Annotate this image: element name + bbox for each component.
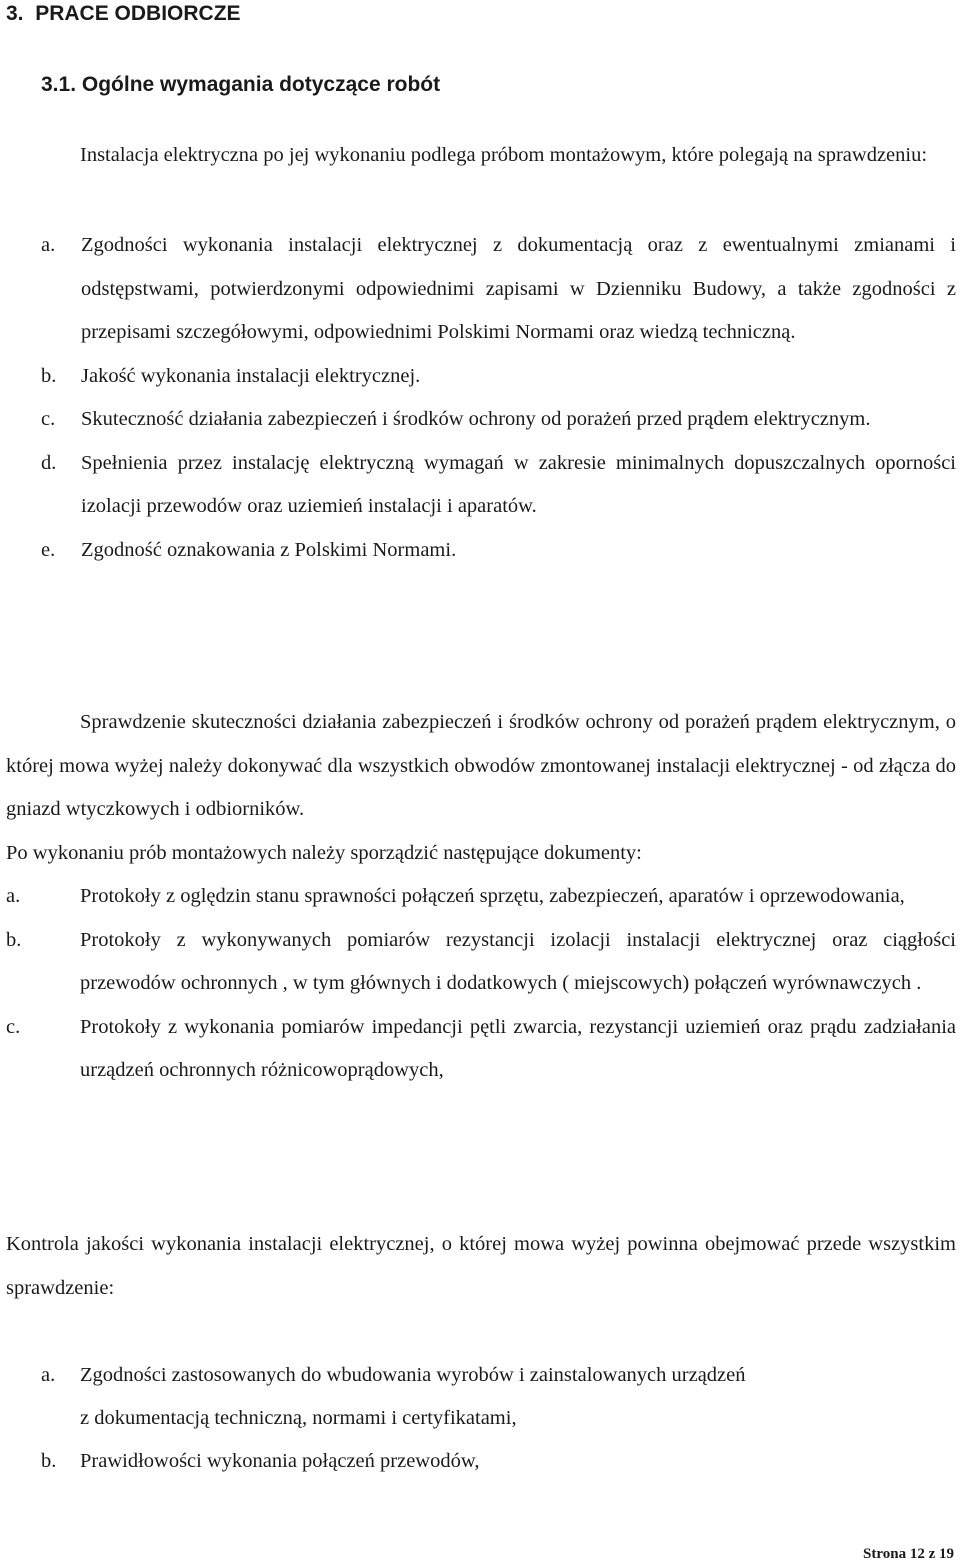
- list-marker: c.: [41, 408, 56, 430]
- list-marker: a.: [41, 1364, 56, 1386]
- list-marker: c.: [6, 1015, 21, 1038]
- subsection-number: 3.1.: [41, 73, 77, 96]
- list-item: [41, 224, 956, 355]
- list-marker: d.: [41, 451, 57, 474]
- list-text: Spełnienia przez instalację elektryczną wymagań w zakresie minimalnych dopuszczalnych oporności izolacji przewodów oraz uziemień instalacji i aparatów.: [81, 451, 956, 517]
- list-text: Jakość wykonania instalacji elektrycznej.: [81, 364, 421, 387]
- page-number: Strona 12 z 19: [863, 1546, 954, 1562]
- list-text: Zgodności wykonania instalacji elektrycznej z dokumentacją oraz z ewentualnymi zmianami i odstępstwami, potwierdzonymi odpowiednimi zapisami w Dzienniku Budowy, a także zgodności z przepisami szczegółowymi, odpowiednimi Polskimi Normami oraz wiedzą techniczną.: [81, 234, 956, 343]
- list-text: Zgodności zastosowanych do wbudowania wyrobów i zainstalowanych urządzeń: [80, 1364, 746, 1386]
- list-text: Protokoły z oględzin stanu sprawności połączeń sprzętu, zabezpieczeń, aparatów i oprzewodowania,: [80, 885, 905, 907]
- section-number: 3.: [6, 2, 24, 25]
- list-item: [6, 875, 956, 919]
- list-text: Protokoły z wykonania pomiarów impedancji pętli zwarcia, rezystancji uziemień oraz prądu zadziałania urządzeń ochronnych różnicowoprądowych,: [80, 1015, 956, 1081]
- section-title: PRACE ODBIORCZE: [35, 2, 241, 25]
- documents-intro: Po wykonaniu prób montażowych należy sporządzić następujące dokumenty:: [6, 842, 642, 864]
- intro-paragraph: Instalacja elektryczna po jej wykonaniu podlega próbom montażowym, które polegają na sprawdzeniu:: [80, 144, 928, 166]
- checks-list: [41, 224, 956, 572]
- list-item: [41, 442, 956, 529]
- list-text-continued: z dokumentacją techniczną, normami i certyfikatami,: [80, 1407, 517, 1429]
- list-item: [41, 355, 956, 399]
- subsection-heading: [41, 73, 440, 97]
- list-text: Prawidłowości wykonania połączeń przewodów,: [80, 1450, 480, 1472]
- list-item: [41, 398, 956, 442]
- list-marker: b.: [6, 928, 22, 951]
- list-item: [41, 529, 956, 573]
- list-text: Zgodność oznakowania z Polskimi Normami.: [81, 538, 457, 561]
- list-marker: b.: [41, 364, 57, 387]
- list-marker: a.: [6, 885, 21, 907]
- section-heading: [6, 2, 241, 26]
- list-item: [6, 1006, 956, 1093]
- list-text: Protokoły z wykonywanych pomiarów rezystancji izolacji instalacji elektrycznej oraz ciągłości przewodów ochronnych , w tym głównych i dodatkowych ( miejscowych) połączeń wyrównawczych .: [80, 928, 956, 994]
- list-marker: e.: [41, 538, 56, 561]
- list-marker: b.: [41, 1450, 57, 1472]
- quality-control-paragraph: Kontrola jakości wykonania instalacji elektrycznej, o której mowa wyżej powinna obejmować przede wszystkim sprawdzenie:: [6, 1233, 956, 1299]
- list-text: Skuteczność działania zabezpieczeń i środków ochrony od porażeń przed prądem elektrycznym.: [81, 408, 871, 430]
- list-marker: a.: [41, 234, 56, 256]
- verification-paragraph: Sprawdzenie skuteczności działania zabezpieczeń i środków ochrony od porażeń prądem elektrycznym, o której mowa wyżej należy dokonywać dla wszystkich obwodów zmontowanej instalacji elektrycznej - od złącza do gniazd wtyczkowych i odbiorników.: [6, 711, 956, 820]
- subsection-title: Ogólne wymagania dotyczące robót: [81, 73, 441, 96]
- list-item: [6, 919, 956, 1006]
- documents-list: [6, 875, 956, 1093]
